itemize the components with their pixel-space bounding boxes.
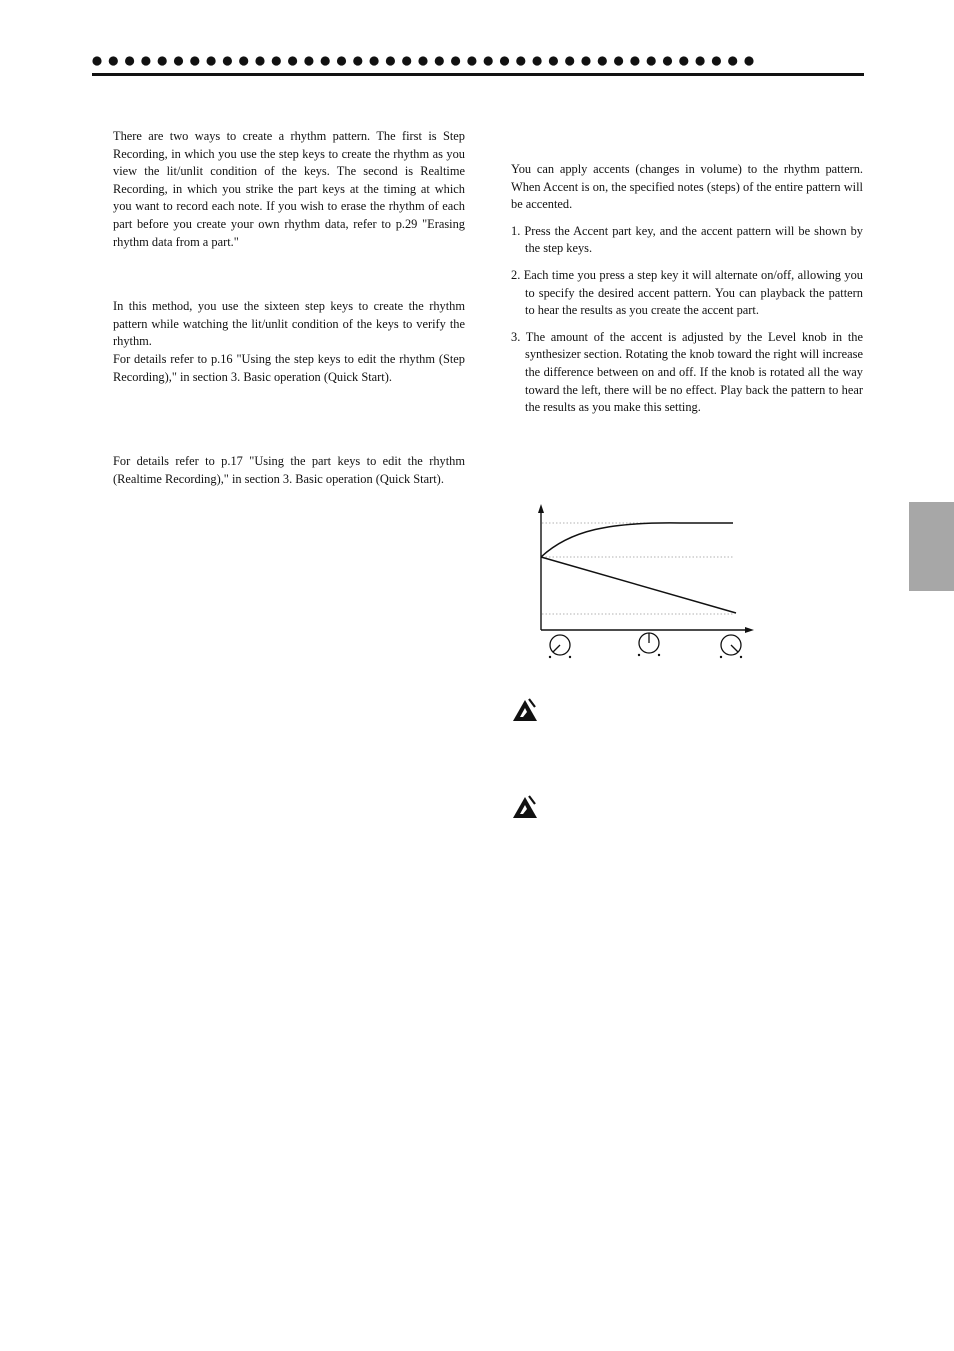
step-method-paragraph: In this method, you use the sixteen step keys to create the rhythm pattern while watching the lit/unlit condition of the keys to verify the rhythm. [113, 299, 465, 349]
right-column [511, 161, 863, 417]
caution-icon [511, 697, 539, 723]
header-dot [647, 56, 656, 65]
header-dot [141, 56, 150, 65]
y-axis-arrow-icon [538, 504, 544, 513]
header-dot [663, 56, 672, 65]
header-dot [549, 56, 558, 65]
header-dot [516, 56, 525, 65]
header-dot-row [92, 54, 772, 68]
header-dot [272, 56, 281, 65]
header-dot [696, 56, 705, 65]
header-dot [581, 56, 590, 65]
accent-step-3: 3. The amount of the accent is adjusted by the Level knob in the synthesizer section. Rotating the knob toward the right will increase the difference between on and off. If the knob is rotated all the way toward the left, there will be no effect. Play back the pattern to hear the results as you make this setting. [511, 329, 863, 415]
knob-max-icon [720, 635, 742, 658]
section-tab [909, 502, 954, 591]
header-dot [125, 56, 134, 65]
knob-min-icon [549, 635, 571, 658]
realtime-reference-paragraph: For details refer to p.17 "Using the part keys to edit the rhythm (Realtime Recording)," in section 3. Basic operation (Quick Start). [113, 454, 465, 486]
accent-level-diagram [530, 500, 760, 665]
header-dot [467, 56, 476, 65]
rising-curve [541, 523, 733, 557]
header-dot [533, 56, 542, 65]
header-dot [239, 56, 248, 65]
header-dot [484, 56, 493, 65]
left-column [113, 128, 465, 488]
header-dot [451, 56, 460, 65]
header-dot [402, 56, 411, 65]
knob-center-icon [638, 633, 660, 656]
caution-icon [511, 794, 539, 820]
falling-line [541, 557, 736, 613]
header-dot [565, 56, 574, 65]
header-dot [321, 56, 330, 65]
header-dot [728, 56, 737, 65]
header-dot [337, 56, 346, 65]
intro-paragraph: There are two ways to create a rhythm pattern. The first is Step Recording, in which you use the step keys to create the rhythm as you view the lit/unlit condition of the keys. The second is Realtime Recording, in which you strike the part keys at the timing at which you want to record each note. If you wish to erase the rhythm of each part before you create your own rhythm data, refer to p.29 "Erasing rhythm data from a part." [113, 129, 465, 249]
header-dot [109, 56, 118, 65]
header-dot [614, 56, 623, 65]
header-dot [598, 56, 607, 65]
header-dot [304, 56, 313, 65]
accent-intro-paragraph: You can apply accents (changes in volume) to the rhythm pattern. When Accent is on, the specified notes (steps) of the entire pattern will be accented. [511, 162, 863, 212]
header-dot [223, 56, 232, 65]
header-dot [255, 56, 264, 65]
header-dot [630, 56, 639, 65]
accent-step-1: 1. Press the Accent part key, and the accent pattern will be shown by the step keys. [511, 223, 863, 256]
header-dot [712, 56, 721, 65]
header-dot [679, 56, 688, 65]
header-rule [92, 73, 864, 76]
header-dot [288, 56, 297, 65]
header-dot [744, 56, 753, 65]
header-dot [92, 56, 101, 65]
header-dot [353, 56, 362, 65]
header-dot [174, 56, 183, 65]
header-dot [158, 56, 167, 65]
header-dot [190, 56, 199, 65]
header-dot [435, 56, 444, 65]
header-dot [207, 56, 216, 65]
step-reference-paragraph: For details refer to p.16 "Using the step keys to edit the rhythm (Step Recording)," in section 3. Basic operation (Quick Start). [113, 351, 465, 384]
header-dot [500, 56, 509, 65]
header-dot [370, 56, 379, 65]
header-dot [386, 56, 395, 65]
x-axis-arrow-icon [745, 627, 754, 633]
header-dot [418, 56, 427, 65]
accent-step-2: 2. Each time you press a step key it will alternate on/off, allowing you to specify the desired accent pattern. You can playback the pattern to hear the results as you create the accent part. [511, 267, 863, 318]
